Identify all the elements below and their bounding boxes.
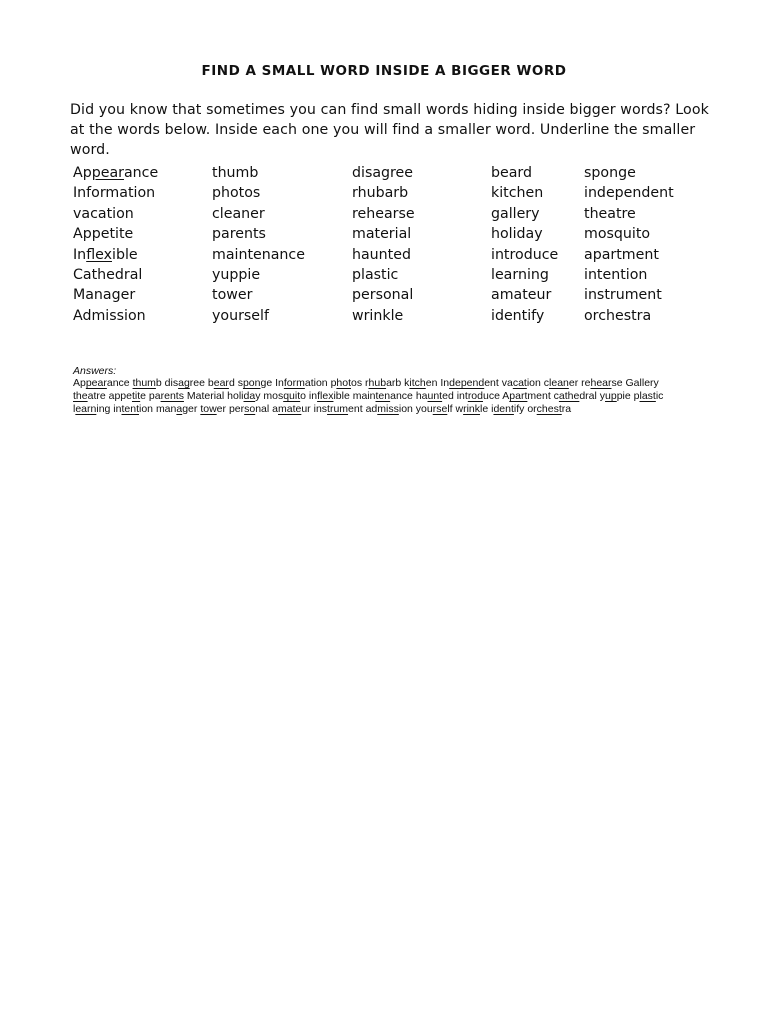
underlined-small-word: chest xyxy=(536,402,562,415)
answer-word xyxy=(187,390,224,402)
word-part: thumb xyxy=(212,165,259,181)
underlined-small-word: cat xyxy=(512,377,527,389)
underlined-small-word: flex xyxy=(317,389,334,402)
word-part: main xyxy=(352,389,376,402)
word-part: yuppie xyxy=(212,266,261,283)
underlined-small-word: trum xyxy=(327,402,349,415)
word-part: ance xyxy=(123,165,159,181)
answer-word xyxy=(73,390,106,402)
word-cell xyxy=(352,265,491,285)
underlined-small-word: miss xyxy=(377,402,399,415)
word-part: p xyxy=(330,377,337,389)
answer-word xyxy=(149,390,184,402)
word-part: re xyxy=(581,377,591,389)
word-part: en xyxy=(425,377,438,389)
answer-word xyxy=(626,377,659,389)
word-part: ing xyxy=(96,402,111,415)
word-part: identify xyxy=(491,307,545,324)
word-part: mos xyxy=(263,389,284,402)
underlined-small-word: da xyxy=(243,389,256,402)
word-part: a xyxy=(272,402,278,415)
underlined-small-word: ear xyxy=(213,377,229,389)
underlined-small-word: hub xyxy=(368,377,387,389)
underlined-small-word: ag xyxy=(178,377,190,389)
word-cell xyxy=(352,306,491,326)
underlined-small-word: depend xyxy=(449,377,485,389)
answer-word xyxy=(634,390,664,402)
word-cell xyxy=(584,204,684,224)
word-cell xyxy=(491,204,584,224)
word-cell xyxy=(352,183,491,203)
word-cell xyxy=(584,163,684,183)
word-cell xyxy=(73,204,212,224)
word-part: pa xyxy=(148,389,161,402)
answer-word xyxy=(156,403,197,415)
word-part: er xyxy=(568,377,579,389)
word-part: holiday xyxy=(491,226,543,243)
word-part: intention xyxy=(584,266,648,283)
word-cell xyxy=(584,224,684,244)
word-cell xyxy=(584,306,684,326)
answer-word xyxy=(331,377,363,389)
word-part: y xyxy=(599,389,606,402)
underlined-small-word: earn xyxy=(75,402,97,415)
word-part: e xyxy=(140,389,146,402)
underlined-small-word: mate xyxy=(278,402,302,415)
underlined-small-word: lean xyxy=(549,377,569,389)
word-part: ra xyxy=(561,402,572,415)
word-part: personal xyxy=(352,287,414,304)
word-part: Cathedral xyxy=(73,266,143,283)
word-part: o xyxy=(300,389,306,402)
word-cell xyxy=(73,163,212,183)
word-cell xyxy=(212,183,352,203)
word-part: Ap xyxy=(73,165,92,181)
answer-word xyxy=(229,403,269,415)
word-part: disagree xyxy=(352,165,414,181)
underlined-small-word: pear xyxy=(85,377,107,389)
word-part: ment xyxy=(527,389,551,402)
word-part: d xyxy=(228,377,235,389)
word-part: or xyxy=(527,402,537,415)
answer-word xyxy=(366,403,413,415)
word-part: holi xyxy=(227,389,244,402)
word-part: gallery xyxy=(491,205,540,222)
answer-word xyxy=(272,403,311,415)
answer-word xyxy=(502,377,541,389)
word-part: ion xyxy=(398,402,413,415)
underlined-small-word: hear xyxy=(590,377,612,389)
answer-word xyxy=(365,377,401,389)
word-part: ible xyxy=(112,246,138,263)
word-cell xyxy=(584,183,684,203)
word-part: beard xyxy=(491,165,533,181)
word-part: lf xyxy=(447,402,453,415)
underlined-small-word: the xyxy=(73,389,88,402)
answer-word xyxy=(544,377,578,389)
word-cell xyxy=(73,265,212,285)
word-part: atre xyxy=(87,389,106,402)
word-part: ger xyxy=(182,402,198,415)
word-part: Information xyxy=(73,185,156,202)
word-part: l xyxy=(73,402,76,415)
word-part: vacation xyxy=(73,205,134,222)
word-part: sponge xyxy=(584,165,636,181)
word-part: ins xyxy=(313,402,328,415)
underlined-small-word: rse xyxy=(432,402,448,415)
word-cell xyxy=(352,163,491,183)
word-part: ent xyxy=(348,402,363,415)
word-part: learning xyxy=(491,266,549,283)
answers-label: Answers: xyxy=(73,365,117,377)
word-part: p xyxy=(633,389,640,402)
word-part: va xyxy=(501,377,513,389)
answer-word xyxy=(73,403,110,415)
word-part: photos xyxy=(212,185,261,202)
word-part: nal xyxy=(255,402,270,415)
word-part: in xyxy=(308,389,318,402)
word-part: uce xyxy=(483,389,500,402)
underlined-small-word: unt xyxy=(427,389,443,402)
word-cell xyxy=(73,245,212,265)
word-part: In xyxy=(275,377,284,389)
answer-word xyxy=(133,377,162,389)
word-part: b xyxy=(155,377,162,389)
word-cell xyxy=(212,224,352,244)
underlined-small-word: a xyxy=(176,402,183,415)
answer-word xyxy=(502,390,550,402)
underlined-small-word: form xyxy=(283,377,305,389)
answer-word xyxy=(456,403,489,415)
word-part: cleaner xyxy=(212,205,265,222)
word-part: arb xyxy=(386,377,402,389)
underlined-small-word: dent xyxy=(493,402,514,415)
word-cell xyxy=(212,204,352,224)
word-part: rhubarb xyxy=(352,185,409,202)
answer-word xyxy=(600,390,631,402)
word-cell xyxy=(73,183,212,203)
answer-word xyxy=(263,390,306,402)
word-part: parents xyxy=(212,226,266,243)
word-part: plastic xyxy=(352,266,399,283)
word-part: Ap xyxy=(73,377,86,389)
word-part: le xyxy=(480,402,489,415)
word-part: er xyxy=(216,402,227,415)
underlined-small-word: rink xyxy=(463,402,481,415)
word-part: ge xyxy=(260,377,273,389)
word-part: ible xyxy=(333,389,350,402)
word-cell xyxy=(584,265,684,285)
word-part: maintenance xyxy=(212,246,305,263)
word-cell xyxy=(491,183,584,203)
word-part: se xyxy=(611,377,623,389)
underlined-small-word: hot xyxy=(336,377,352,389)
word-part: orchestra xyxy=(584,307,652,324)
answer-word xyxy=(73,377,130,389)
underlined-small-word: itch xyxy=(409,377,426,389)
underlined-small-word: rents xyxy=(160,389,184,402)
underlined-small-word: tent xyxy=(121,402,139,415)
word-part: kitchen xyxy=(491,185,544,202)
word-part: material xyxy=(352,226,412,243)
underlined-small-word: pear xyxy=(91,165,124,181)
word-part: ion xyxy=(526,377,541,389)
word-part: Admission xyxy=(73,307,146,324)
answer-word xyxy=(113,403,153,415)
word-part: int xyxy=(456,389,468,402)
word-cell xyxy=(584,285,684,305)
answers-list xyxy=(73,377,693,415)
word-part: s xyxy=(237,377,243,389)
underlined-small-word: ten xyxy=(375,389,391,402)
underlined-small-word: flex xyxy=(86,246,112,263)
underlined-small-word: tit xyxy=(131,389,141,402)
answer-word xyxy=(581,377,622,389)
word-part: per xyxy=(228,402,245,415)
word-part: in xyxy=(113,402,122,415)
word-part: ed xyxy=(442,389,454,402)
word-part: In xyxy=(440,377,450,389)
underlined-small-word: athe xyxy=(558,389,580,402)
underlined-small-word: tow xyxy=(200,402,217,415)
word-part: you xyxy=(415,402,433,415)
word-cell xyxy=(73,285,212,305)
word-part: ance xyxy=(106,377,130,389)
word-cell xyxy=(491,306,584,326)
word-part: theatre xyxy=(584,205,636,222)
answer-word xyxy=(554,390,597,402)
word-part: ha xyxy=(415,389,428,402)
word-cell xyxy=(73,306,212,326)
underlined-small-word: up xyxy=(605,389,617,402)
word-part: os xyxy=(351,377,363,389)
answer-word xyxy=(457,390,500,402)
word-part: mosquito xyxy=(584,226,651,243)
word-part: k xyxy=(404,377,410,389)
word-part: A xyxy=(502,389,510,402)
word-part: ify xyxy=(513,402,525,415)
underlined-small-word: quit xyxy=(283,389,301,402)
answer-word xyxy=(227,390,260,402)
word-part: man xyxy=(155,402,177,415)
answer-word xyxy=(416,403,453,415)
answer-word xyxy=(275,377,328,389)
page-title: FIND A SMALL WORD INSIDE A BIGGER WORD xyxy=(201,63,567,79)
word-part: ance xyxy=(390,389,413,402)
word-part: ation xyxy=(304,377,328,389)
answer-word xyxy=(208,377,235,389)
answer-word xyxy=(309,390,350,402)
underlined-small-word: so xyxy=(244,402,256,415)
word-part: dral xyxy=(579,389,597,402)
word-part: w xyxy=(455,402,464,415)
word-part: instrument xyxy=(584,287,662,304)
word-part: y xyxy=(255,389,261,402)
word-cell xyxy=(212,285,352,305)
word-part: haunted xyxy=(352,246,411,263)
word-cell xyxy=(352,224,491,244)
answer-word xyxy=(353,390,413,402)
word-part: r xyxy=(365,377,369,389)
answer-word xyxy=(416,390,454,402)
word-cell xyxy=(212,163,352,183)
word-part: Manager xyxy=(73,287,136,304)
underlined-small-word: thum xyxy=(132,377,156,389)
word-part: Gallery xyxy=(625,377,659,389)
word-part: c xyxy=(543,377,550,389)
word-part: amateur xyxy=(491,287,552,304)
word-cell xyxy=(352,285,491,305)
word-part: ent xyxy=(484,377,499,389)
word-part: tower xyxy=(212,287,253,304)
answer-word xyxy=(200,403,226,415)
word-grid xyxy=(73,163,684,326)
word-part: In xyxy=(73,246,87,263)
word-part: c xyxy=(553,389,559,402)
word-part: ic xyxy=(655,389,664,402)
answer-word xyxy=(404,377,437,389)
word-cell xyxy=(491,265,584,285)
answer-word xyxy=(109,390,146,402)
word-cell xyxy=(212,245,352,265)
word-part: ree xyxy=(189,377,205,389)
word-part: i xyxy=(491,402,494,415)
word-part: rehearse xyxy=(352,205,415,222)
word-cell xyxy=(491,163,584,183)
word-part: dis xyxy=(164,377,179,389)
underlined-small-word: part xyxy=(509,389,528,402)
word-cell xyxy=(352,245,491,265)
word-cell xyxy=(491,245,584,265)
word-part: ion xyxy=(139,402,154,415)
word-part: independent xyxy=(584,185,674,202)
word-part: b xyxy=(207,377,214,389)
answer-word xyxy=(314,403,363,415)
word-part: appe xyxy=(108,389,132,402)
word-part: pie xyxy=(616,389,631,402)
word-cell xyxy=(73,224,212,244)
word-part: Appetite xyxy=(73,226,134,243)
answer-word xyxy=(527,403,571,415)
underlined-small-word: pon xyxy=(242,377,261,389)
answer-word xyxy=(491,403,524,415)
word-part: Material xyxy=(186,389,225,402)
answer-word xyxy=(440,377,498,389)
word-part: ad xyxy=(365,402,378,415)
word-cell xyxy=(212,265,352,285)
word-part: yourself xyxy=(212,307,269,324)
word-cell xyxy=(352,204,491,224)
word-cell xyxy=(212,306,352,326)
word-part: ur xyxy=(301,402,311,415)
answer-word xyxy=(165,377,205,389)
word-part: wrinkle xyxy=(352,307,404,324)
answer-word xyxy=(238,377,272,389)
word-cell xyxy=(491,224,584,244)
word-part: introduce xyxy=(491,246,559,263)
word-cell xyxy=(491,285,584,305)
word-part: apartment xyxy=(584,246,659,263)
word-cell xyxy=(584,245,684,265)
underlined-small-word: last xyxy=(639,389,656,402)
instructions-paragraph: Did you know that sometimes you can find small words hiding inside bigger words? Look at the words below. Inside each one you will find a smaller word. Underline the smaller word. xyxy=(70,102,709,158)
underlined-small-word: rod xyxy=(467,389,483,402)
